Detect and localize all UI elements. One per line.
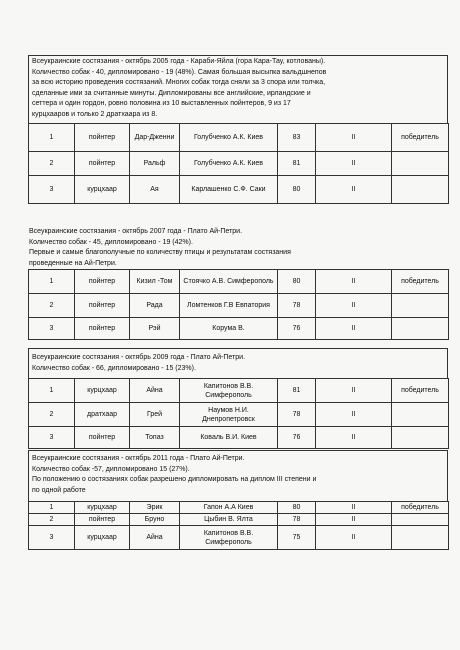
place-cell: 1 [29,502,75,514]
place-cell: 3 [29,526,75,550]
place-cell: 1 [29,123,75,151]
competition-2007 [28,227,448,340]
breed-cell: пойнтер [75,151,130,175]
text-line: Количество собак - 40, дипломировано - 19 (48%). Самая большая высыпка вальдшнепов [32,68,327,76]
place-cell: 3 [29,427,75,449]
dog-name-cell: Топаз [130,427,180,449]
table-row [29,526,449,550]
diploma-cell: II [316,123,392,151]
place-cell: 3 [29,318,75,340]
breed-cell: пойнтер [75,318,130,340]
owner-cell: Капитонов В.В. Симферополь [180,526,278,550]
owner-cell: Стоячко А.В. Симферополь [180,270,278,294]
table-row [29,502,449,514]
owner-cell: Коваль В.И. Киев [180,427,278,449]
text-line: курцхааров и только 2 дратхаара из 8. [32,110,158,118]
table-row [29,403,449,427]
dog-name-cell: Рэй [130,318,180,340]
breed-cell: курцхаар [75,526,130,550]
text-line: проведенные на Ай-Петри. [29,259,117,267]
text-line: за всю историю проведения состязаний. Многих собак тогда сняли за 3 спора или толчка, [32,79,326,87]
breed-cell: пойнтер [75,514,130,526]
table-row [29,151,449,175]
diploma-cell: II [316,514,392,526]
diploma-cell: II [316,175,392,203]
dog-name-cell: Грей [130,403,180,427]
competition-description [28,227,448,269]
breed-cell: дратхаар [75,403,130,427]
place-cell: 2 [29,514,75,526]
diploma-cell: II [316,270,392,294]
dog-name-cell: Айна [130,526,180,550]
breed-cell: курцхаар [75,502,130,514]
score-cell: 78 [278,403,316,427]
score-cell: 81 [278,151,316,175]
owner-cell: Голубченко А.К. Киев [180,151,278,175]
owner-cell: Голубченко А.К. Киев [180,123,278,151]
text-line: Первые и самые благополучные по количеству птицы и результатам состязания [29,249,291,257]
score-cell: 75 [278,526,316,550]
results-table [28,269,449,340]
competition-2005 [28,55,448,204]
place-cell: 2 [29,403,75,427]
competition-description [28,450,448,501]
score-cell: 78 [278,294,316,318]
diploma-cell: II [316,318,392,340]
title-cell: победитель [392,502,449,514]
title-cell: победитель [392,123,449,151]
table-row [29,379,449,403]
results-table [28,501,449,550]
breed-cell: пойнтер [75,427,130,449]
owner-cell: Карлашенко С.Ф. Саки [180,175,278,203]
score-cell: 81 [278,379,316,403]
dog-name-cell: Эрик [130,502,180,514]
score-cell: 83 [278,123,316,151]
dog-name-cell: Айна [130,379,180,403]
text-line: По положению о состязаниях собак разрешено дипломировать на диплом III степени и [32,476,317,484]
competition-2011 [28,450,448,550]
score-cell: 80 [278,175,316,203]
table-row [29,175,449,203]
title-cell [392,175,449,203]
dog-name-cell: Бруно [130,514,180,526]
place-cell: 3 [29,175,75,203]
table-row [29,427,449,449]
diploma-cell: II [316,502,392,514]
score-cell: 76 [278,427,316,449]
title-cell [392,294,449,318]
results-table [28,123,449,204]
breed-cell: курцхаар [75,379,130,403]
dog-name-cell: Ральф [130,151,180,175]
diploma-cell: II [316,403,392,427]
competition-description [28,55,448,123]
title-cell [392,514,449,526]
text-line: Всеукраинские состязания - октябрь 2009 года - Плато Ай-Петри. [32,354,246,361]
text-line: Количество собак -57, дипломировано 15 (27%). [32,465,190,473]
title-cell: победитель [392,270,449,294]
title-cell [392,151,449,175]
place-cell: 1 [29,270,75,294]
owner-cell: Наумов Н.И. Днепропетровск [180,403,278,427]
text-line: Всеукраинские состязания - октябрь 2011 года - Плато Ай-Петри. [32,455,245,462]
table-row [29,270,449,294]
place-cell: 1 [29,379,75,403]
place-cell: 2 [29,294,75,318]
diploma-cell: II [316,379,392,403]
competition-description [28,348,448,378]
owner-cell: Корума В. [180,318,278,340]
text-line: сделанные ими за считанные минуты. Дипломированы все английские, ирландские и [32,89,311,97]
text-line: Количество собак - 66, дипломировано - 15 (23%). [32,364,196,372]
title-cell: победитель [392,379,449,403]
table-row [29,318,449,340]
text-line: сеттера и один гордон, ровно половина из 10 выставленных пойнтеров, 9 из 17 [32,100,291,108]
table-row [29,123,449,151]
place-cell: 2 [29,151,75,175]
title-cell [392,427,449,449]
title-cell [392,403,449,427]
breed-cell: курцхаар [75,175,130,203]
title-cell [392,526,449,550]
table-row [29,514,449,526]
breed-cell: пойнтер [75,123,130,151]
text-line: Всеукраинские состязания - октябрь 2005 года - Караби-Яйла (гора Кара-Тау, котлованы). [32,58,326,65]
competition-2009 [28,348,448,449]
text-line: Количество собак - 45, дипломировано - 19 (42%). [29,238,193,246]
title-cell [392,318,449,340]
score-cell: 78 [278,514,316,526]
score-cell: 80 [278,270,316,294]
breed-cell: пойнтер [75,294,130,318]
breed-cell: пойнтер [75,270,130,294]
owner-cell: Капитонов В.В. Симферополь [180,379,278,403]
owner-cell: Цыбин В. Ялта [180,514,278,526]
dog-name-cell: Дар-Дженни [130,123,180,151]
owner-cell: Гапон А.А Киев [180,502,278,514]
diploma-cell: II [316,427,392,449]
results-table [28,378,449,449]
score-cell: 76 [278,318,316,340]
score-cell: 80 [278,502,316,514]
dog-name-cell: Кизил -Том [130,270,180,294]
diploma-cell: II [316,526,392,550]
diploma-cell: II [316,294,392,318]
diploma-cell: II [316,151,392,175]
text-line: по одной работе [32,486,86,494]
dog-name-cell: Рада [130,294,180,318]
owner-cell: Ломтенков Г.В Евпатория [180,294,278,318]
dog-name-cell: Ая [130,175,180,203]
text-line: Всеукраинские состязания - октябрь 2007 года - Плато Ай-Петри. [29,228,243,235]
table-row [29,294,449,318]
